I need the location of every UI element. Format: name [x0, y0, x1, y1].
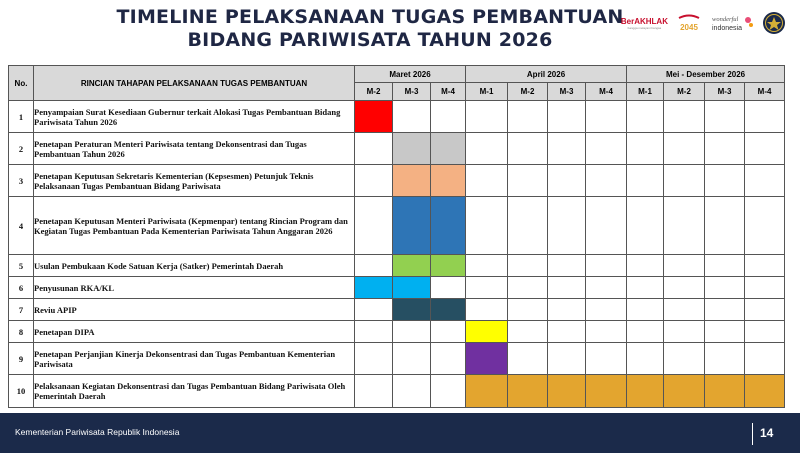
schedule-cell-filled — [431, 299, 466, 321]
table-row — [9, 321, 785, 343]
schedule-cell — [466, 197, 508, 255]
week-header: M-4 — [431, 83, 466, 101]
schedule-cell-filled — [355, 101, 393, 133]
schedule-cell-filled — [745, 375, 785, 408]
task-description: Penyusunan RKA/KL — [34, 277, 355, 299]
column-header-task: RINCIAN TAHAPAN PELAKSANAAN TUGAS PEMBANTUAN — [34, 66, 355, 101]
slide-title-line2: BIDANG PARIWISATA TAHUN 2026 — [187, 29, 553, 51]
schedule-cell — [705, 197, 745, 255]
schedule-cell — [466, 133, 508, 165]
slide-title-line1: TIMELINE PELAKSANAAN TUGAS PEMBANTUAN — [116, 6, 624, 28]
table-row — [9, 165, 785, 197]
schedule-cell — [627, 197, 664, 255]
table-row — [9, 277, 785, 299]
schedule-cell — [627, 133, 664, 165]
footer-bar — [0, 413, 800, 453]
schedule-cell — [548, 255, 586, 277]
schedule-cell-filled — [508, 375, 548, 408]
wonderful-indonesia-logo — [710, 12, 754, 34]
schedule-cell — [355, 343, 393, 375]
schedule-cell — [393, 321, 431, 343]
schedule-cell — [664, 299, 705, 321]
week-header: M-3 — [705, 83, 745, 101]
berakhlak-logo-text: BerAKHLAK — [620, 16, 668, 26]
schedule-cell — [355, 197, 393, 255]
schedule-cell — [705, 343, 745, 375]
schedule-cell — [586, 133, 627, 165]
week-header: M-2 — [508, 83, 548, 101]
schedule-cell — [508, 133, 548, 165]
week-header: M-4 — [586, 83, 627, 101]
schedule-cell — [705, 321, 745, 343]
schedule-cell-filled — [431, 133, 466, 165]
table-row — [9, 197, 785, 255]
schedule-cell — [745, 197, 785, 255]
schedule-cell — [627, 165, 664, 197]
schedule-cell-filled — [627, 375, 664, 408]
week-header: M-1 — [466, 83, 508, 101]
schedule-cell — [664, 101, 705, 133]
schedule-cell — [627, 299, 664, 321]
schedule-cell — [548, 277, 586, 299]
schedule-cell — [664, 197, 705, 255]
schedule-cell-filled — [466, 375, 508, 408]
schedule-cell — [548, 321, 586, 343]
indonesia-emas-logo — [676, 12, 702, 34]
schedule-cell — [586, 299, 627, 321]
schedule-cell — [393, 101, 431, 133]
schedule-cell — [355, 321, 393, 343]
wonderful-logo-bottom: indonesia — [712, 25, 742, 32]
schedule-cell-filled — [393, 197, 431, 255]
schedule-cell-filled — [466, 343, 508, 375]
schedule-cell — [745, 255, 785, 277]
row-number: 4 — [9, 197, 34, 255]
task-description: Penyampaian Surat Kesediaan Gubernur terkait Alokasi Tugas Pembantuan Bidang Pariwisata Tahun 2026 — [34, 101, 355, 133]
month-header-april: April 2026 — [466, 66, 627, 83]
logo-strip — [621, 8, 786, 38]
schedule-cell — [508, 321, 548, 343]
schedule-cell — [627, 277, 664, 299]
schedule-cell — [393, 343, 431, 375]
schedule-cell-filled — [466, 321, 508, 343]
task-description: Penetapan DIPA — [34, 321, 355, 343]
berakhlak-logo — [621, 17, 668, 30]
schedule-cell — [355, 299, 393, 321]
week-header: M-2 — [355, 83, 393, 101]
task-description: Reviu APIP — [34, 299, 355, 321]
schedule-cell — [431, 343, 466, 375]
task-description: Penetapan Keputusan Sekretaris Kementerian (Kepsesmen) Petunjuk Teknis Pelaksanaan Tugas Pembantuan Bidang Pariwisata — [34, 165, 355, 197]
schedule-cell — [466, 299, 508, 321]
table-row — [9, 343, 785, 375]
table-row — [9, 255, 785, 277]
week-header: M-2 — [664, 83, 705, 101]
row-number: 9 — [9, 343, 34, 375]
row-number: 1 — [9, 101, 34, 133]
schedule-cell — [548, 165, 586, 197]
schedule-cell — [664, 343, 705, 375]
row-number: 5 — [9, 255, 34, 277]
timeline-table — [8, 65, 785, 408]
ministry-seal-icon — [762, 11, 786, 35]
schedule-cell — [627, 343, 664, 375]
schedule-cell-filled — [393, 299, 431, 321]
schedule-cell-filled — [393, 277, 431, 299]
task-description: Pelaksanaan Kegiatan Dekonsentrasi dan Tugas Pembantuan Bidang Pariwisata Oleh Pemerintah Daerah — [34, 375, 355, 408]
schedule-cell — [627, 321, 664, 343]
schedule-cell — [393, 375, 431, 408]
schedule-cell — [586, 165, 627, 197]
schedule-cell — [705, 133, 745, 165]
schedule-cell — [745, 299, 785, 321]
schedule-cell — [586, 255, 627, 277]
schedule-cell — [431, 375, 466, 408]
schedule-cell — [705, 165, 745, 197]
schedule-cell-filled — [431, 255, 466, 277]
month-header-maret: Maret 2026 — [355, 66, 466, 83]
schedule-cell-filled — [355, 277, 393, 299]
row-number: 2 — [9, 133, 34, 165]
schedule-cell-filled — [548, 375, 586, 408]
schedule-cell — [508, 277, 548, 299]
schedule-cell-filled — [393, 133, 431, 165]
schedule-cell-filled — [586, 375, 627, 408]
schedule-cell — [586, 101, 627, 133]
week-header: M-1 — [627, 83, 664, 101]
schedule-cell — [664, 133, 705, 165]
week-header: M-3 — [548, 83, 586, 101]
schedule-cell — [508, 255, 548, 277]
row-number: 7 — [9, 299, 34, 321]
schedule-cell — [508, 197, 548, 255]
schedule-cell-filled — [393, 255, 431, 277]
schedule-cell — [431, 277, 466, 299]
schedule-cell — [508, 299, 548, 321]
task-description: Penetapan Keputusan Menteri Pariwisata (Kepmenpar) tentang Rincian Program dan Kegiatan Tugas Pembantuan Pada Kementerian Pariwisata Tahun Anggaran 2026 — [34, 197, 355, 255]
schedule-cell — [586, 197, 627, 255]
wonderful-logo-top: wonderful — [712, 16, 739, 23]
schedule-cell — [627, 101, 664, 133]
schedule-cell — [548, 101, 586, 133]
schedule-cell — [705, 101, 745, 133]
schedule-cell — [355, 165, 393, 197]
schedule-cell — [466, 101, 508, 133]
row-number: 6 — [9, 277, 34, 299]
table-row — [9, 101, 785, 133]
schedule-cell — [745, 165, 785, 197]
task-description: Penetapan Peraturan Menteri Pariwisata tentang Dekonsentrasi dan Tugas Pembantuan Tahun 2026 — [34, 133, 355, 165]
schedule-cell — [745, 133, 785, 165]
schedule-cell — [745, 277, 785, 299]
schedule-cell — [548, 133, 586, 165]
schedule-cell — [664, 277, 705, 299]
schedule-cell — [548, 197, 586, 255]
schedule-cell — [664, 165, 705, 197]
row-number: 8 — [9, 321, 34, 343]
page-number: 14 — [760, 426, 774, 440]
schedule-cell — [664, 255, 705, 277]
schedule-cell — [508, 343, 548, 375]
berakhlak-logo-tagline: bangga melayani bangsa — [627, 25, 662, 30]
table-row — [9, 299, 785, 321]
schedule-cell — [586, 321, 627, 343]
schedule-cell — [355, 375, 393, 408]
footer-organization: Kementerian Pariwisata Republik Indonesia — [15, 427, 180, 437]
schedule-cell — [705, 277, 745, 299]
schedule-cell — [431, 321, 466, 343]
schedule-cell — [705, 299, 745, 321]
schedule-cell — [586, 343, 627, 375]
schedule-cell — [745, 321, 785, 343]
schedule-cell-filled — [705, 375, 745, 408]
schedule-cell — [548, 299, 586, 321]
schedule-cell — [466, 165, 508, 197]
schedule-cell — [355, 255, 393, 277]
column-header-no: No. — [9, 66, 34, 101]
schedule-cell — [586, 277, 627, 299]
footer-divider — [752, 423, 753, 445]
schedule-cell — [745, 343, 785, 375]
week-header: M-3 — [393, 83, 431, 101]
week-header: M-4 — [745, 83, 785, 101]
table-row — [9, 133, 785, 165]
schedule-cell — [664, 321, 705, 343]
schedule-cell — [508, 165, 548, 197]
schedule-cell-filled — [393, 165, 431, 197]
month-header-mei-desember: Mei - Desember 2026 — [627, 66, 785, 83]
row-number: 3 — [9, 165, 34, 197]
table-row — [9, 375, 785, 408]
schedule-cell — [745, 101, 785, 133]
schedule-cell-filled — [664, 375, 705, 408]
schedule-cell — [466, 255, 508, 277]
schedule-cell — [627, 255, 664, 277]
schedule-cell — [431, 101, 466, 133]
schedule-cell — [466, 277, 508, 299]
task-description: Penetapan Perjanjian Kinerja Dekonsentrasi dan Tugas Pembantuan Kementerian Pariwisata — [34, 343, 355, 375]
schedule-cell — [548, 343, 586, 375]
schedule-cell — [355, 133, 393, 165]
row-number: 10 — [9, 375, 34, 408]
schedule-cell — [705, 255, 745, 277]
timeline-body — [9, 101, 785, 408]
schedule-cell — [508, 101, 548, 133]
indonesia-emas-logo-text: 2045 — [680, 23, 698, 32]
schedule-cell-filled — [431, 165, 466, 197]
schedule-cell-filled — [431, 197, 466, 255]
task-description: Usulan Pembukaan Kode Satuan Kerja (Satker) Pemerintah Daerah — [34, 255, 355, 277]
